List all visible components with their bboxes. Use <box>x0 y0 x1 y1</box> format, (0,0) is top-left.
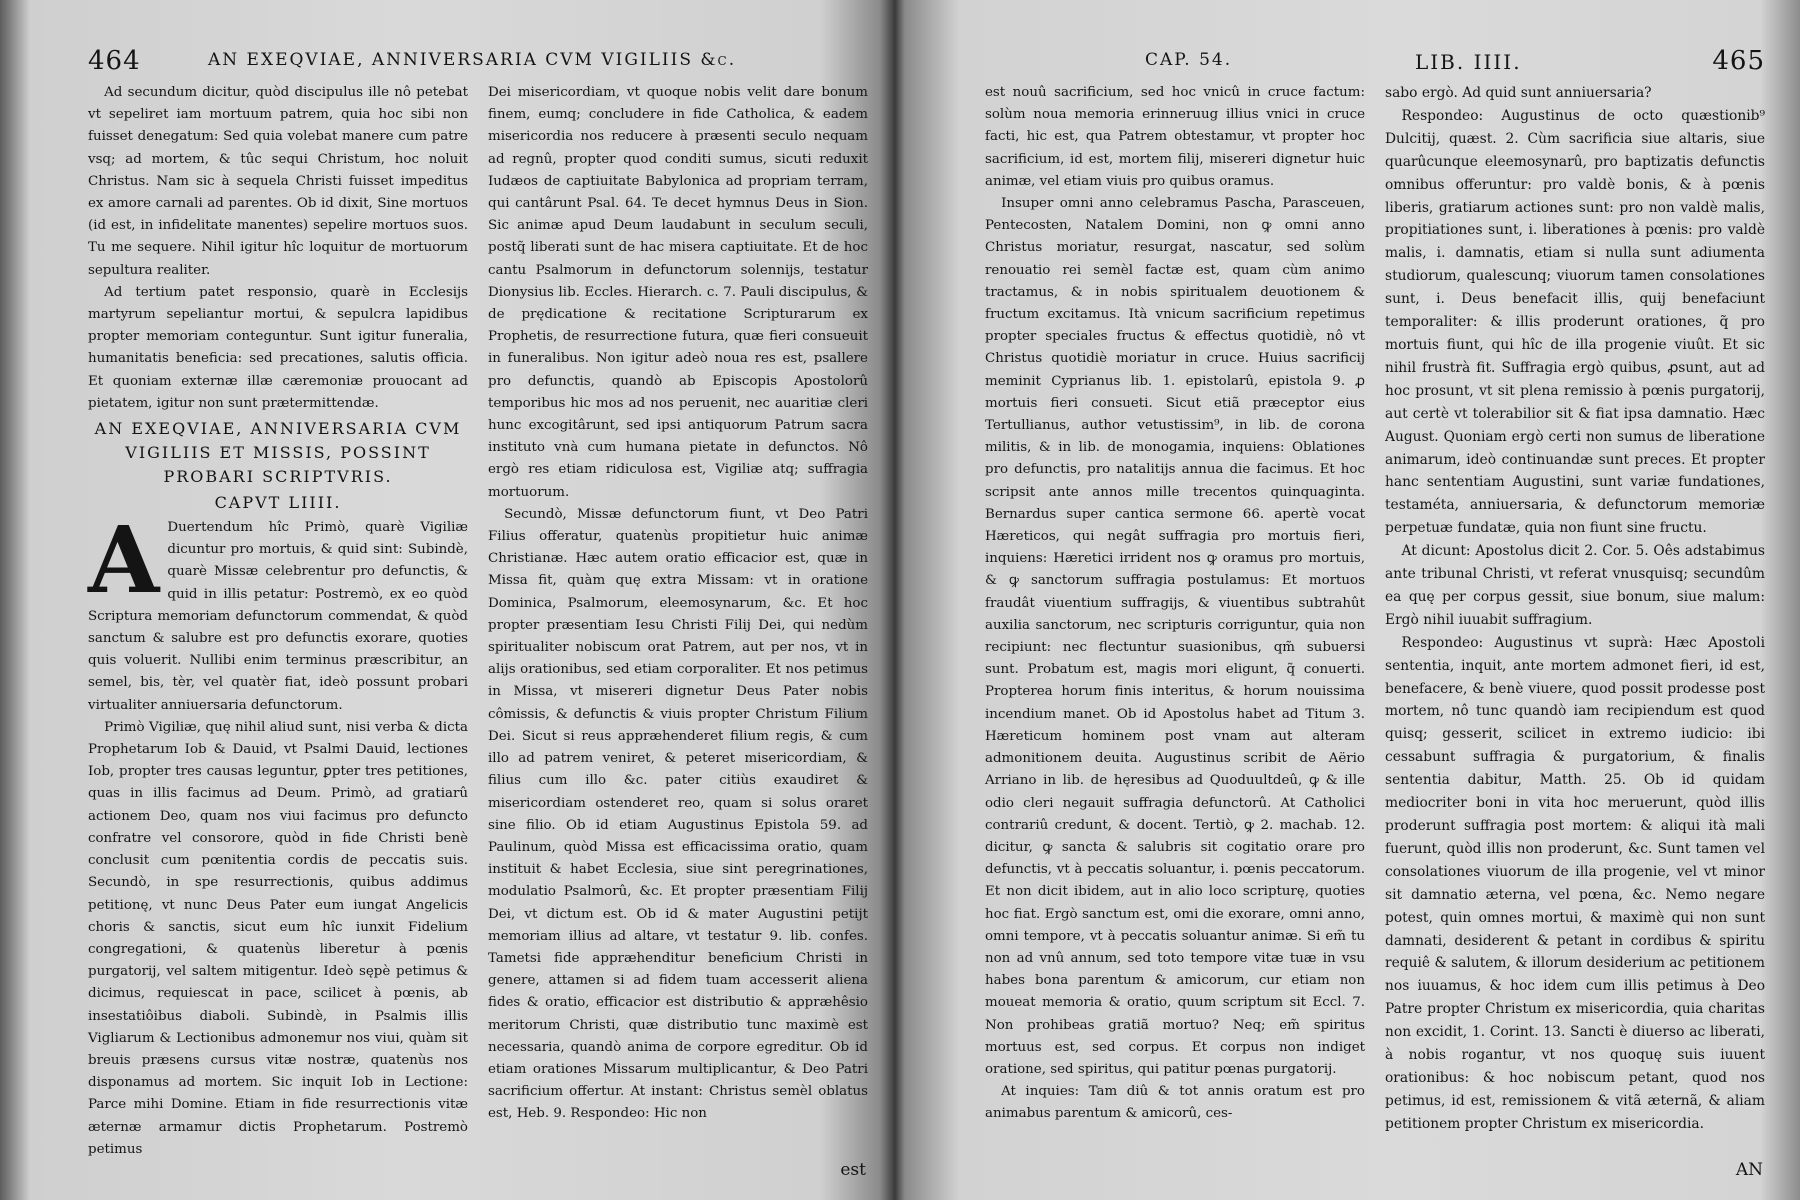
paragraph: Respondeo: Augustinus vt suprà: Hæc Apostoli sententia, inquit, ante mortem admonet fieri, id est, benefacere, & benè viuere, quod possit prodesse post mortem, nô tunc quandò iam recipiendum est quod quisq; gesserit, scilicet in extremo iudicio: ibi cessabunt suffragia & purgatorium, & finalis sententia dabitur, Matth. 25. Ob id quidam mediocriter boni in vita hoc meruerunt, quòd illis proderunt suffragia post mortem: & aliqui ità mali fuerunt, quòd illis non proderunt, &c. Sunt tamen vel consolationes viuorum de illa progenie, vel vt minor sit damnatio æterna, vel pœna, &c. Nemo negare potest, quin omnes mortui, & maximè qui non sunt damnati, desiderent & petant in cordibus & spiritu requiê & salutem, & illorum desiderium ac petitionem nos iuuamus, & hoc idem cum illis petimus à Deo Patre propter Christum ex misericordia, quia charitas non excidit, 1. Corint. 13. Sancti è diuerso ac liberati, à nobis rogantur, vt nos quoquę suis iuuent orationibus: & hoc nobiscum petant, quod nos petimus, id est, remissionem & vitã æternã, & aliam petitionem propter Christum ex misericordia. <box>1385 634 1765 1132</box>
paragraph-text: Duertendum hîc Primò, quarè Vigiliæ dicuntur pro mortuis, & quid sint: Subindè, quarè Missæ celebrentur pro defunctis, & quid in illis petatur: Postremò, ex eo quòd Scriptura memoriam defunctorum commendat, & quòd sanctum & salubre est pro defunctis exorare, quoties quis voluerit. Nullibi enim terminus præscribitur, an semel, bis, tèr, vel quatèr fiat, ideò possunt probari virtualiter anniuersaria defunctorum. <box>88 520 468 713</box>
right-column-2 <box>1385 82 1765 1136</box>
paragraph <box>88 506 468 717</box>
catchword-right: AN <box>1735 1160 1763 1180</box>
catchword-left: est <box>840 1160 866 1180</box>
paragraph: est nouû sacrificium, sed hoc vnicû in cruce factum: solùm noua memoria erinneruug illius vnici in cruce facti, hic est, qua Patrem obtestamur, vt propter hoc sacrificium, id est, mortem filij, misereri dignetur huic animæ, vel etiam viuis pro quibus oramus. <box>985 85 1365 189</box>
paragraph: Ad secundum dicitur, quòd discipulus ille nô petebat vt sepeliret iam mortuum patrem, quia hoc sibi non fuisset denegatum: Sed quia volebat manere cum patre vsq; ad mortem, & tûc sequi Christum, hoc noluit Christus. Nam sic à sequela Christi fuisset impeditus ex amore carnali ad parentes. Ob id dixit, Sine mortuos (id est, in infidelitate manentes) sepelire mortuos suos. Tu me sequere. Nihil igitur hîc loquitur de mortuorum sepultura realiter. <box>88 85 468 278</box>
chapter-number: CAPVT LIIII. <box>214 493 342 513</box>
left-page <box>88 40 868 1180</box>
book-number: LIB. IIII. <box>1415 50 1522 74</box>
left-column-2 <box>488 82 868 1126</box>
page-number-left: 464 <box>88 46 141 76</box>
paragraph: At dicunt: Apostolus dicit 2. Cor. 5. Oês adstabimus ante tribunal Christi, vt referat vnusquisq; secundûm ea quę per corpus gessit, siue bonum, siue malum: Ergò nihil iuuabit suffragium. <box>1385 543 1765 628</box>
running-title-left: AN EXEQVIAE, ANNIVERSARIA CVM VIGILIIS &c. <box>208 50 737 70</box>
paragraph: Dei misericordiam, vt quoque nobis velit dare bonum finem, eumq; concludere in fide Catholica, & eadem misericordia nos reducere à præsenti seculo nequam ad regnû, propter quod conditi sumus, sicuti reduxit Iudæos de captiuitate Babylonica ad propriam terram, qui cantârunt Psal. 64. Te decet hymnus Deus in Sion. Sic animæ apud Deum laudabunt in seculum seculi, postq̃ liberati sunt de hac misera captiuitate. Et de hoc cantu Psalmorum in defunctorum solennijs, testatur Dionysius lib. Eccles. Hierarch. c. 7. Pauli discipulus, & de prędicatione & recitatione Scripturarum ex Prophetis, de resurrectione futura, quæ fieri consueuit in funeralibus. Non igitur adeò noua res est, psallere pro defunctis, quandò ab Episcopis Apostolorû temporibus hic mos ad nos peruenit, nec auaritiæ cleri hunc excogitârunt, sed ipsi antiquorum Patrum sacra instituto vnà cum humana pietate in defunctos. Nô ergò res etiam ridiculosa est, Vigiliæ atq; suffragia mortuorum. <box>488 85 868 500</box>
chapter-heading: AN EXEQVIAE, ANNIVERSARIA CVM VIGILIIS ET MISSIS, POSSINT PROBARI SCRIPTVRIS. <box>94 419 462 487</box>
paragraph: Ad tertium patet responsio, quarè in Ecclesijs martyrum sepeliantur mortui, & sepulcra lapidibus propter memoriam conteguntur. Sunt igitur funeralia, humanitatis beneficia: sed precationes, salutis officia. Et quoniam externæ illæ cæremoniæ prouocant ad pietatem, igitur non sunt prætermittendæ. <box>88 284 468 411</box>
paragraph: Respondeo: Augustinus de octo quæstionib⁹ Dulcitij, quæst. 2. Cùm sacrificia siue altaris, siue quarûcunque eleemosynarû, pro baptizatis defunctis omnibus offeruntur: pro valdè bonis, & à pœnis liberis, gratiarum actiones sunt: pro non valdè malis, propitiationes sunt, i. liberationes à pœnis: pro valdè malis, i. damnatis, etiam si nulla sunt adiumenta studiorum, qualescunq; viuorum tamen consolationes sunt, i. Deus benefacit illis, quij benefaciunt temporaliter: & illis proderunt orationes, q̃ pro mortuis fiunt, qui hîc de illa progenie viuût. Et sic nihil frustrà fit. Suffragia ergò quibus, ꝓsunt, aut ad hoc prosunt, vt sit plena remissio à pœnis purgatorij, aut certè vt tolerabilior sit & fiat ipsa damnatio. Hæc August. Quoniam ergò certi non sumus de liberatione animarum, ideò continuandæ sunt preces. Et propter hanc sententiam Augustini, sunt variæ fundationes, testaméta, anniuersaria, & defunctorum memoriæ perpetuæ fundatæ, quia non fiunt sine fructu. <box>1385 107 1765 537</box>
paragraph: Primò Vigiliæ, quę nihil aliud sunt, nisi verba & dicta Prophetarum Iob & Dauid, vt Psalmi Dauid, lectiones Iob, propter tres causas leguntur, ꝑpter tres petitiones, quas in illis facimus ad Deum. Primò, ad gratiarû actionem Deo, quam nos viui facimus pro defuncto confratre vel consorore, quòd in fide Christi benè conclusit cum pœnitentia cordis de peccatis suis. Secundò, in spe resurrectionis, quibus addimus petitionę, vt nunc Deus Pater eum iungat Angelicis choris & sanctis, sicut eum hîc iunxit Fidelium congregationi, & quatenùs liberetur à pœnis purgatorij, vel saltem mitigentur. Ideò sępè petimus & dicimus, requiescat in pace, scilicet à pœnis, ab insestatiôibus diaboli. Subindè, in Psalmis illis Vigliarum & Lectionibus admonemur nos viui, quàm sit breuis præsens cursus vitæ nostræ, quatenùs nos disponamus ad mortem. Sic inquit Iob in Lectione: Parce mihi Domine. Etiam in fide resurrectionis vitæ æternæ armamur dictis Prophetarum. Postremò petimus <box>88 719 468 1157</box>
paragraph: Insuper omni anno celebramus Pascha, Parasceuen, Pentecosten, Natalem Domini, non ꝙ omni anno Christus moriatur, resurgat, nascatur, sed solùm renouatio rei semèl factæ est, quam cùm animo tractamus, & in nobis spiritualem deuotionem & fructum excitamus. Ità vnicum sacrificium repetimus propter speciales fructus & effectus quotidiè, nô vt Christus quotidiè moriatur in cruce. Huius sacrificij meminit Cyprianus lib. 1. epistolarû, epistola 9. ꝓ mortuis fieri consueti. Sicut etiã præceptor eius Tertullianus, author vetustissim⁹, in lib. de corona militis, & in lib. de monogamia, inquiens: Oblationes pro defunctis, pro natalitijs annua die facimus. Et hoc scripsit ante annos mille trecentos quinquaginta. Bernardus super cantica sermone 66. apertè vocat Hæreticos, qui negât suffragia pro mortuis fieri, inquiens: Hæretici irrident nos ꝙ oramus pro mortuis, & ꝙ sanctorum suffragia postulamus: Et mortuos fraudât viuentium suffragijs, & viuentibus subtrahût auxilia sanctorum, nec scripturis corriguntur, quia non recipiunt: nec flectuntur suasionibus, qm̃ subuersi sunt. Probatum est, magis mori eligunt, q̃ conuerti. Propterea horum finis interitus, & horum nouissima incendium manet. Ob id Apostolus habet ad Titum 3. Hæreticum hominem post vnam aut alteram admonitionem deuita. Augustinus scribit de Aërio Arriano in lib. de hęresibus ad Quoduultdeû, ꝙ & ille odio cleri negauit suffragia defunctorû. At Catholici contrariû credunt, & docent. Tertiò, ꝙ 2. machab. 12. dicitur, ꝙ sancta & salubris sit cogitatio orare pro defunctis, vt à peccatis soluantur, i. pœnis peccatorum. Et non dicit ibidem, aut in alio loco scripturę, quoties hoc fiat. Ergò sanctum est, omi die exorare, omni anno, omni tempore, vt à peccatis soluantur animæ. Si em̃ tu non ad vnû annum, sed toto tempore vitæ tuæ in vsu habes bona parentum & amicorum, cur etiam non moueat memoria & oratio, quum scriptum sit Eccl. 7. Non prohibeas gratiã mortuo? Neq; em̃ spiritus mortuus est, sed corpus. Et corpus non indiget oratione, sed spiritus, qui patitur pœnas purgatorij. <box>985 196 1365 1077</box>
paragraph: sabo ergò. Ad quid sunt anniuersaria? <box>1385 85 1652 101</box>
paragraph: Secundò, Missæ defunctorum fiunt, vt Deo Patri Filius offeratur, quatenùs propitietur huic animæ Christianæ. Hæc autem oratio efficacior est, quæ in Missa fit, quàm quę extra Missam: vt in oratione Dominica, Psalmorum, eleemosynarum, &c. Et hoc propter præsentiam Iesu Christi Filij Dei, qui nedùm spiritualiter nobiscum orat Patrem, aut per nos, vt in alijs orationibus, sed etiam corporaliter. Et nos petimus in Missa, vt misereri dignetur Deus Pater nobis cômissis, & defunctis & viuis propter Christum Filium Dei. Sicut si reus appræhenderet filium regis, & cum illo ad patrem veniret, & peteret misericordiam, & filius cum illo &c. pater citiùs exaudiret & misericordiam ostenderet reo, quam si solus oraret sine filio. Ob id etiam Augustinus Epistola 59. ad Paulinum, quòd Missa est efficacissima oratio, quam instituit & habet Ecclesia, siue sint peregrinationes, modulatio Psalmorû, &c. Et propter præsentiam Filij Dei, vt dictum est. Ob id & mater Augustini petijt memoriam illius ad altare, vt testatur 9. lib. confes. Tametsi fide appræhenditur beneficium Christi in genere, attamen si ad fidem tuam accesserit aliena fides & oratio, efficacior est distributio & appræhêsio meritorum Christi, quæ distributio tunc maximè est necessaria, quandò anima de corpore egreditur. Ob id etiam orationes Missarum multiplicantur, & Deo Patri sacrificium offertur. At instant: Christus semèl oblatus est, Heb. 9. Respondeo: Hic non <box>488 506 868 1122</box>
running-head-left <box>88 40 868 80</box>
running-head-right <box>985 40 1765 80</box>
right-column-1 <box>985 82 1365 1126</box>
running-title-right: CAP. 54. <box>1145 50 1233 70</box>
left-column-1 <box>88 82 468 1161</box>
right-page <box>985 40 1765 1180</box>
page-number-right: 465 <box>1712 46 1765 76</box>
drop-cap: A <box>88 506 160 615</box>
paragraph: At inquies: Tam diû & tot annis oratum est pro animabus parentum & amicorû, ces- <box>985 1084 1365 1122</box>
